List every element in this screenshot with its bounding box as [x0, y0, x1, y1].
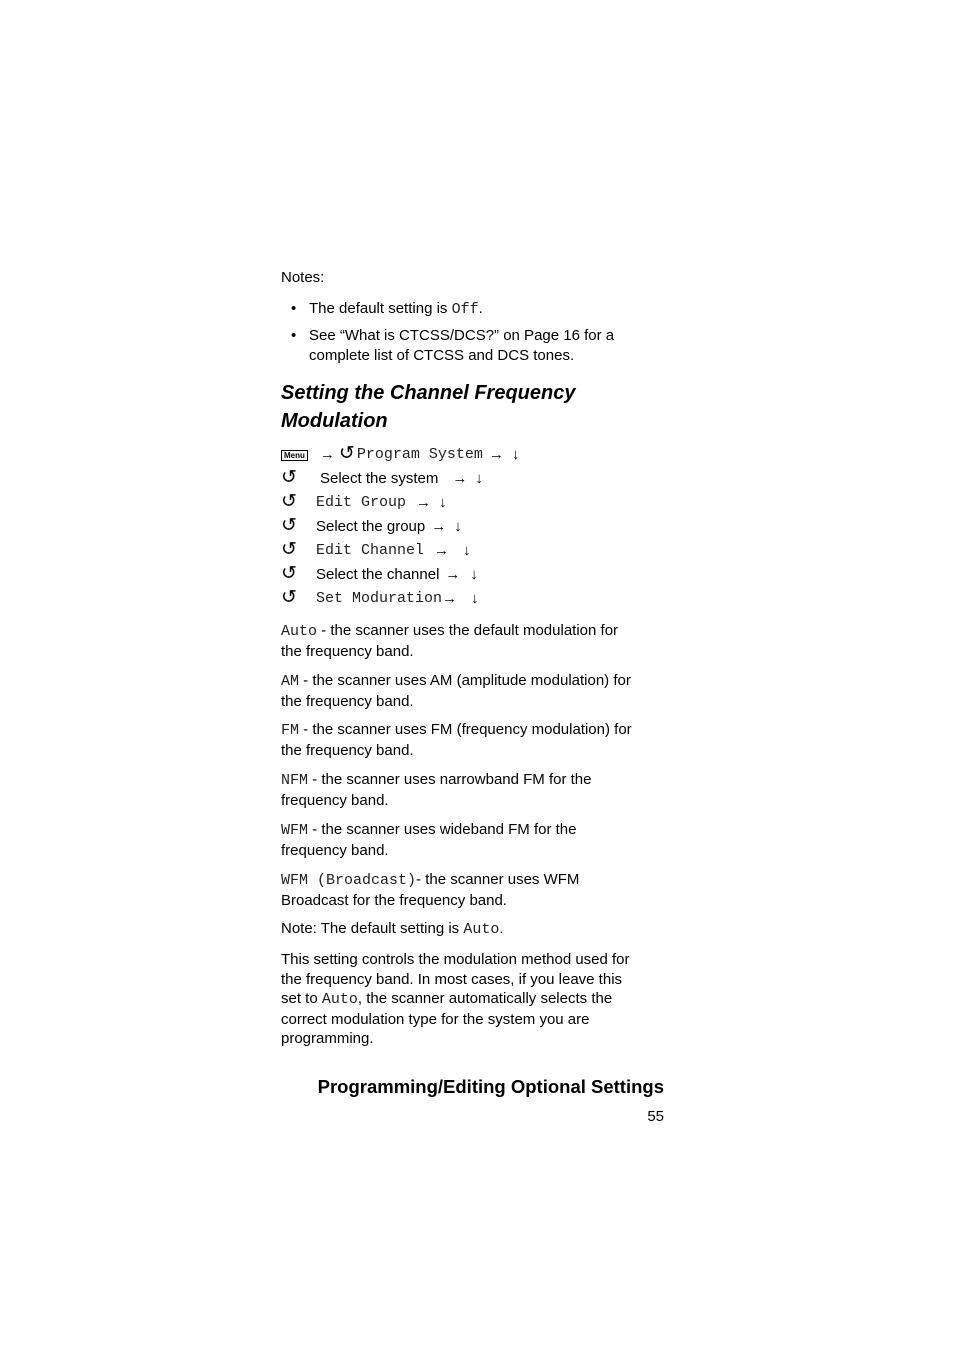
- option-description: the frequency band.: [281, 642, 414, 660]
- scroll-control-icon: ↺: [281, 467, 297, 488]
- description-text: set to: [281, 990, 322, 1007]
- option-fm: [281, 720, 666, 760]
- bullet-symbol: •: [291, 327, 297, 344]
- description-line: programming.: [281, 1030, 374, 1047]
- section-title-line: Modulation: [281, 410, 388, 432]
- notes-label: Notes:: [281, 269, 325, 286]
- option-description: the frequency band.: [281, 692, 414, 710]
- right-arrow-icon: →: [431, 517, 447, 535]
- note-code: Auto: [463, 921, 500, 938]
- down-arrow-icon: ↓: [470, 565, 478, 583]
- note-default-setting: [309, 299, 669, 320]
- step-select-group: Select the group: [316, 517, 426, 535]
- option-code: WFM: [281, 822, 309, 839]
- note-text: .: [478, 300, 483, 317]
- scroll-control-icon: ↺: [281, 539, 297, 560]
- note-line: complete list of CTCSS and DCS tones.: [309, 346, 575, 364]
- scroll-control-icon: ↺: [281, 563, 297, 584]
- down-arrow-icon: ↓: [475, 469, 483, 487]
- option-wfm-broadcast: [281, 870, 666, 910]
- right-arrow-icon: →: [452, 469, 468, 487]
- note-text: The default setting is: [309, 300, 452, 317]
- option-am: [281, 671, 666, 711]
- option-code: AM: [281, 673, 300, 690]
- note-code: Off: [451, 301, 479, 318]
- option-code: NFM: [281, 772, 309, 789]
- right-arrow-icon: →: [416, 493, 432, 511]
- option-description: frequency band.: [281, 791, 389, 809]
- menu-key-icon: Menu: [281, 450, 308, 461]
- note-line: See “What is CTCSS/DCS?” on Page 16 for a: [309, 327, 615, 344]
- step-select-channel: Select the channel: [316, 565, 440, 583]
- option-code: WFM (Broadcast): [281, 872, 417, 889]
- page-number: 55: [647, 1108, 664, 1125]
- down-arrow-icon: ↓: [511, 445, 520, 463]
- step-edit-channel: Edit Channel: [316, 541, 425, 559]
- scroll-control-icon: ↺: [338, 443, 355, 464]
- description-line: correct modulation type for the system you are: [281, 1010, 590, 1028]
- scroll-control-icon: ↺: [281, 587, 297, 608]
- option-description: - the scanner uses the default modulation for: [317, 622, 619, 639]
- option-auto: [281, 621, 666, 661]
- step-edit-group: Edit Group: [316, 493, 407, 511]
- option-code: Auto: [281, 623, 318, 640]
- option-description: the frequency band.: [281, 741, 414, 759]
- note-text: .: [499, 920, 504, 937]
- note-text: Note: The default setting is: [281, 920, 464, 937]
- right-arrow-icon: →: [488, 445, 504, 463]
- option-code: FM: [281, 722, 300, 739]
- scroll-control-icon: ↺: [281, 491, 297, 512]
- option-description: - the scanner uses wideband FM for the: [308, 821, 577, 838]
- option-description: frequency band.: [281, 841, 389, 859]
- step-row: [281, 563, 482, 585]
- step-select-system: Select the system: [320, 469, 439, 487]
- right-arrow-icon: →: [445, 565, 461, 583]
- option-description: - the scanner uses narrowband FM for the: [308, 771, 592, 788]
- default-setting-note: [281, 919, 666, 940]
- step-program-system: Program System: [356, 445, 483, 463]
- down-arrow-icon: ↓: [463, 541, 471, 559]
- step-row: [281, 443, 523, 465]
- step-row: [281, 515, 466, 537]
- down-arrow-icon: ↓: [454, 517, 462, 535]
- option-description: Broadcast for the frequency band.: [281, 891, 507, 909]
- right-arrow-icon: →: [442, 589, 458, 607]
- description-line: This setting controls the modulation method used for: [281, 951, 630, 968]
- step-row: [281, 539, 475, 561]
- option-description: - the scanner uses WFM: [416, 871, 580, 888]
- section-title: [281, 379, 661, 435]
- section-title-line: Setting the Channel Frequency: [281, 382, 576, 404]
- option-description: - the scanner uses AM (amplitude modulation) for: [299, 672, 631, 689]
- description-text: , the scanner automatically selects the: [357, 990, 613, 1007]
- down-arrow-icon: ↓: [471, 589, 479, 607]
- bullet-symbol: •: [291, 300, 297, 317]
- option-nfm: [281, 770, 666, 810]
- description-paragraph: [281, 950, 666, 1049]
- note-ctcss-reference: [309, 326, 669, 365]
- step-row: [281, 467, 487, 489]
- scroll-control-icon: ↺: [281, 515, 297, 536]
- step-set-moduration: Set Moduration: [316, 589, 443, 607]
- step-row: [281, 587, 483, 609]
- chapter-title: Programming/Editing Optional Settings: [317, 1076, 664, 1097]
- description-line: the frequency band. In most cases, if you leave this: [281, 970, 623, 988]
- option-description: - the scanner uses FM (frequency modulation) for: [299, 721, 632, 738]
- option-wfm: [281, 820, 666, 860]
- step-row: [281, 491, 451, 513]
- right-arrow-icon: →: [319, 445, 335, 463]
- down-arrow-icon: ↓: [439, 493, 447, 511]
- right-arrow-icon: →: [434, 541, 450, 559]
- description-code: Auto: [321, 991, 358, 1008]
